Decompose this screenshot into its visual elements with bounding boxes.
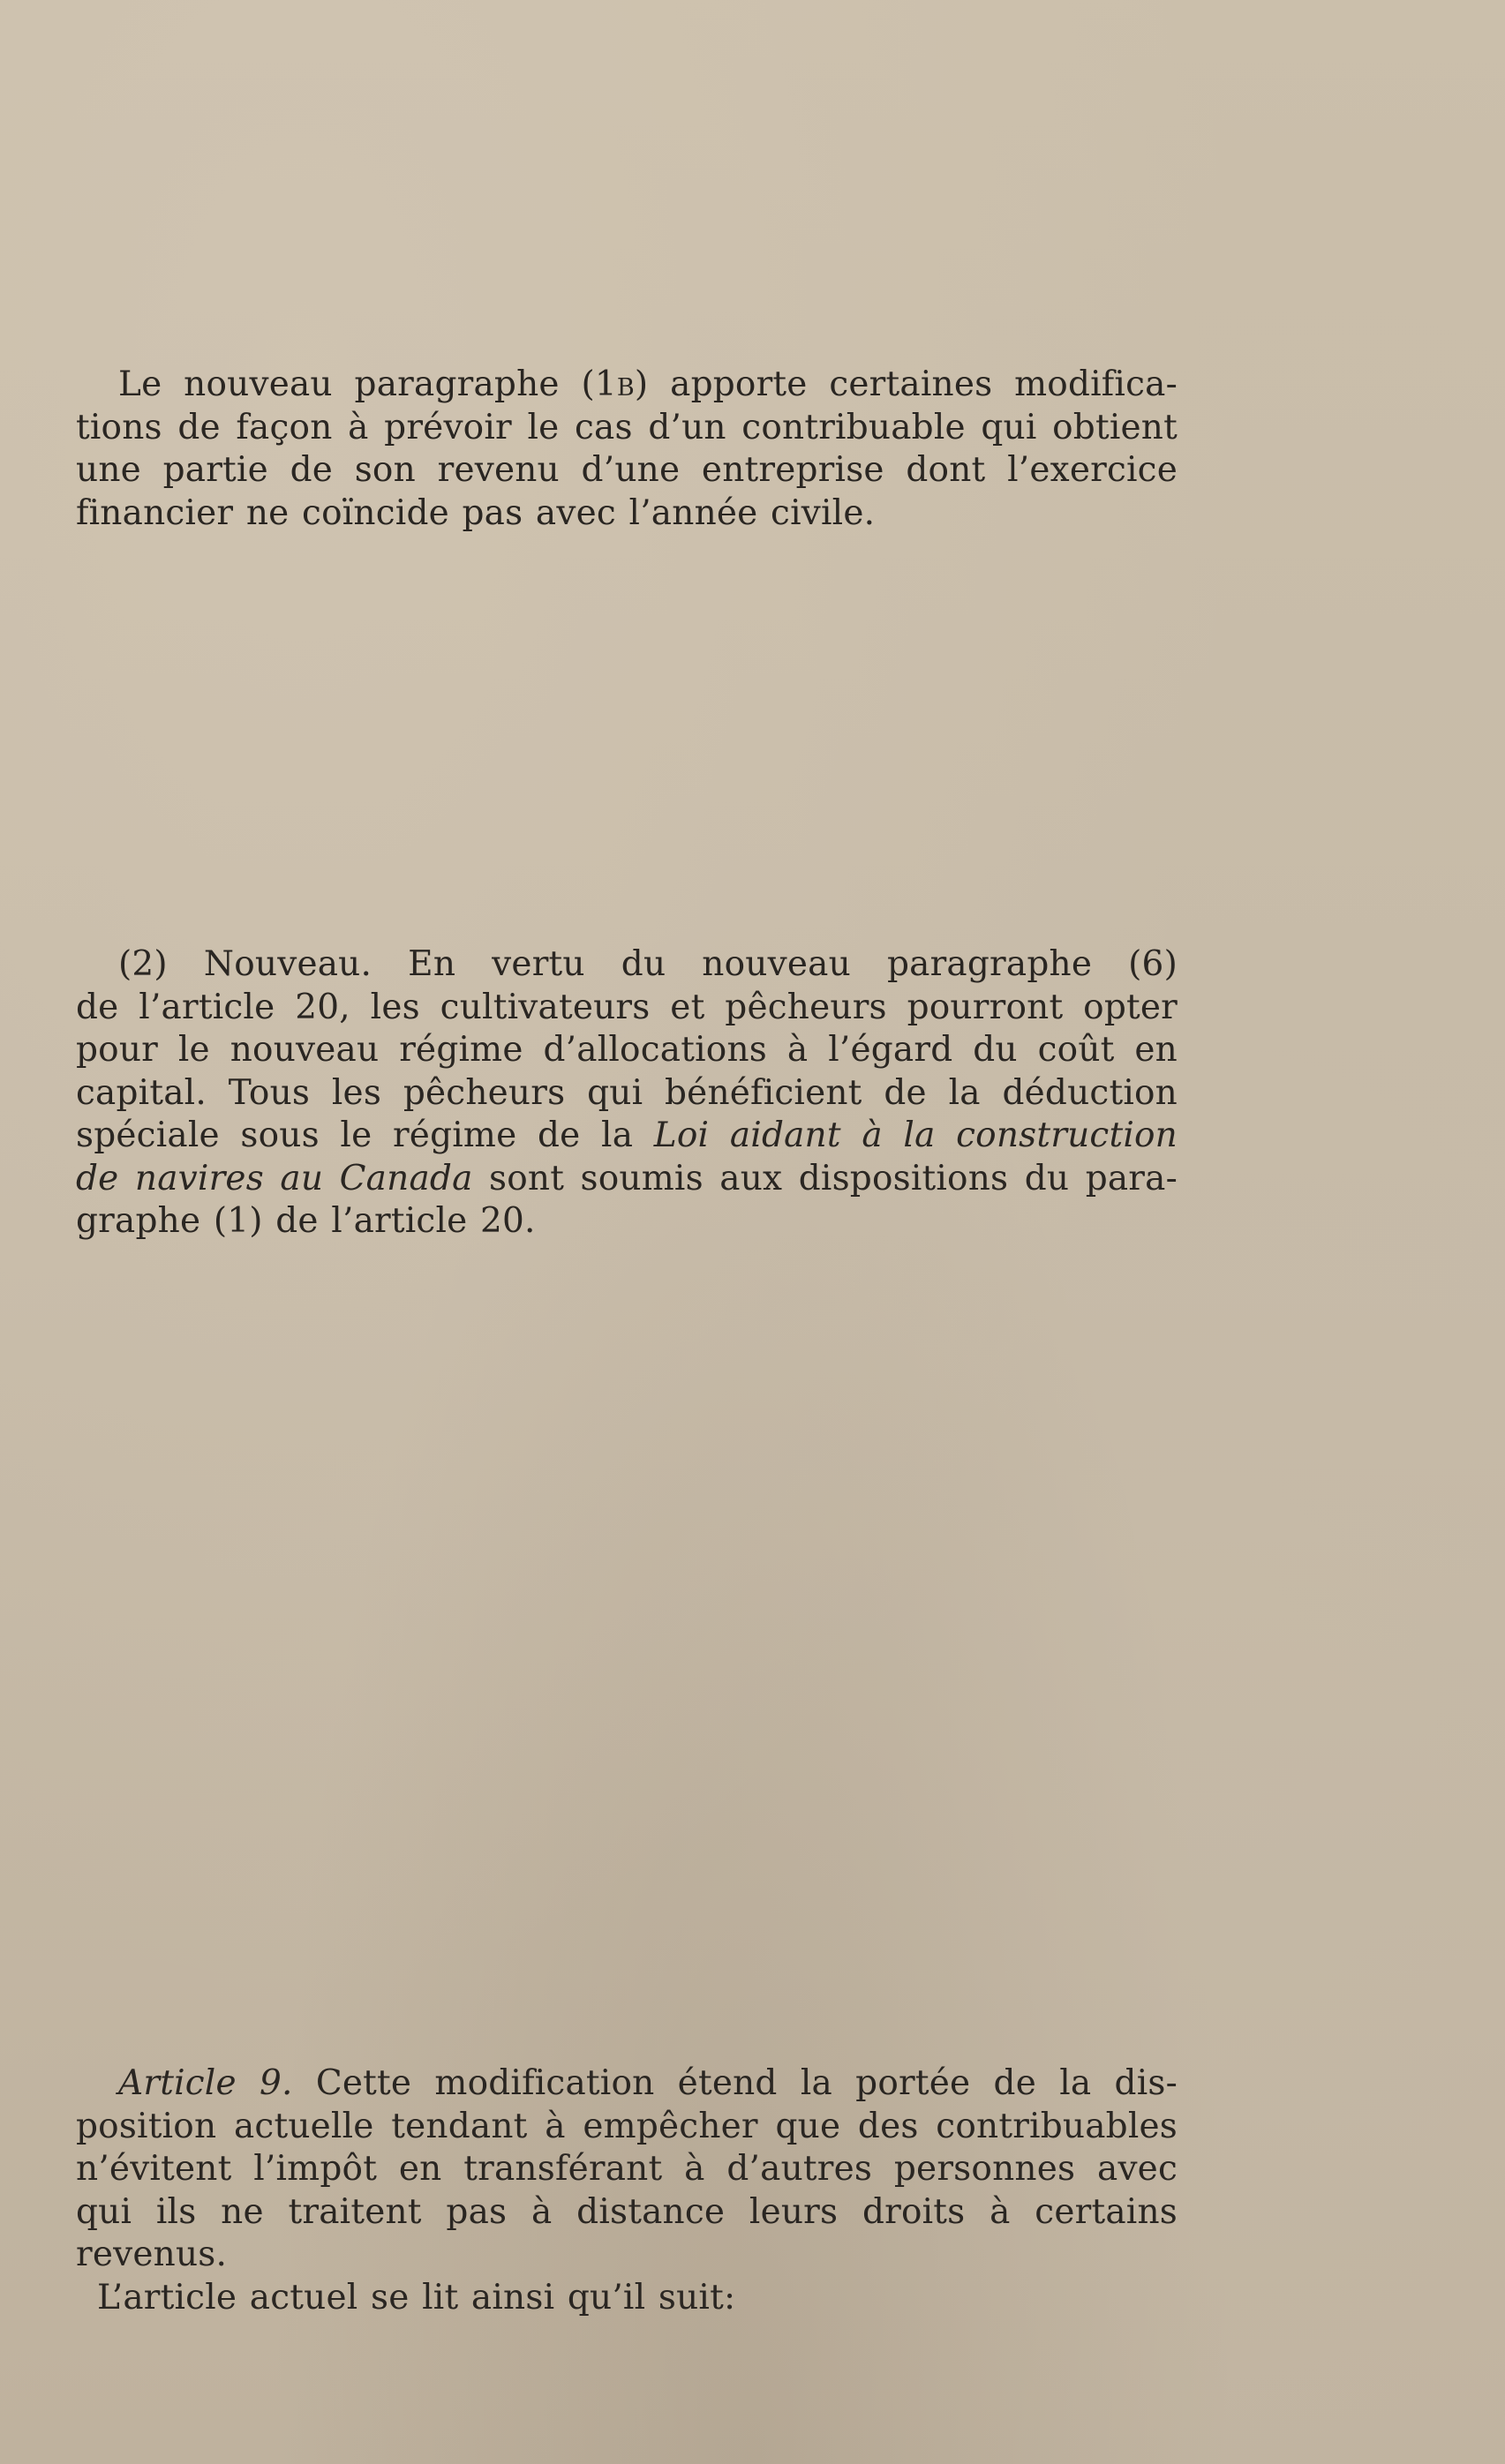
text-line: de l’article 20, les cultivateurs et pêcheurs pourront opter	[76, 987, 1178, 1027]
article-heading: Article 9.	[118, 2063, 293, 2103]
text-line: position actuelle tendant à empêcher que des contribuables	[76, 2106, 1178, 2146]
text-line: tions de façon à prévoir le cas d’un contribuable qui obtient	[76, 407, 1178, 447]
text-line: capital. Tous les pêcheurs qui bénéficient de la déduction	[76, 1072, 1178, 1113]
text-line: pour le nouveau régime d’allocations à l’égard du coût en	[76, 1030, 1178, 1070]
paragraph-article-9	[76, 2062, 1178, 2319]
text-line: une partie de son revenu d’une entreprise dont l’exercice	[76, 450, 1178, 490]
text-line: L’article actuel se lit ainsi qu’il suit:	[97, 2277, 736, 2318]
text-line: (2) Nouveau. En vertu du nouveau paragraphe (6)	[118, 944, 1178, 984]
paragraph-new-subsection-1b	[76, 364, 1178, 535]
text-line: Le nouveau paragraphe (1b) apporte certaines modifica-	[118, 364, 1178, 404]
paragraph-nouveau-2	[76, 943, 1178, 1243]
italic-law-title: de navires au Canada	[76, 1158, 473, 1198]
text-line: revenus.	[76, 2235, 228, 2274]
text-line: qui ils ne traitent pas à distance leurs droits à certains	[76, 2191, 1178, 2232]
italic-law-title: Loi aidant à la construction	[653, 1116, 1178, 1155]
text-line: spéciale sous le régime de la Loi aidant à la construction	[76, 1116, 1178, 1155]
text-line: Article 9. Cette modification étend la portée de la dis-	[118, 2063, 1178, 2103]
text-line: graphe (1) de l’article 20.	[76, 1201, 536, 1241]
text-line: n’évitent l’impôt en transférant à d’autres personnes avec	[76, 2149, 1178, 2189]
text-line: financier ne coïncide pas avec l’année civile.	[76, 492, 876, 533]
text-line: de navires au Canada sont soumis aux dispositions du para-	[76, 1158, 1178, 1198]
